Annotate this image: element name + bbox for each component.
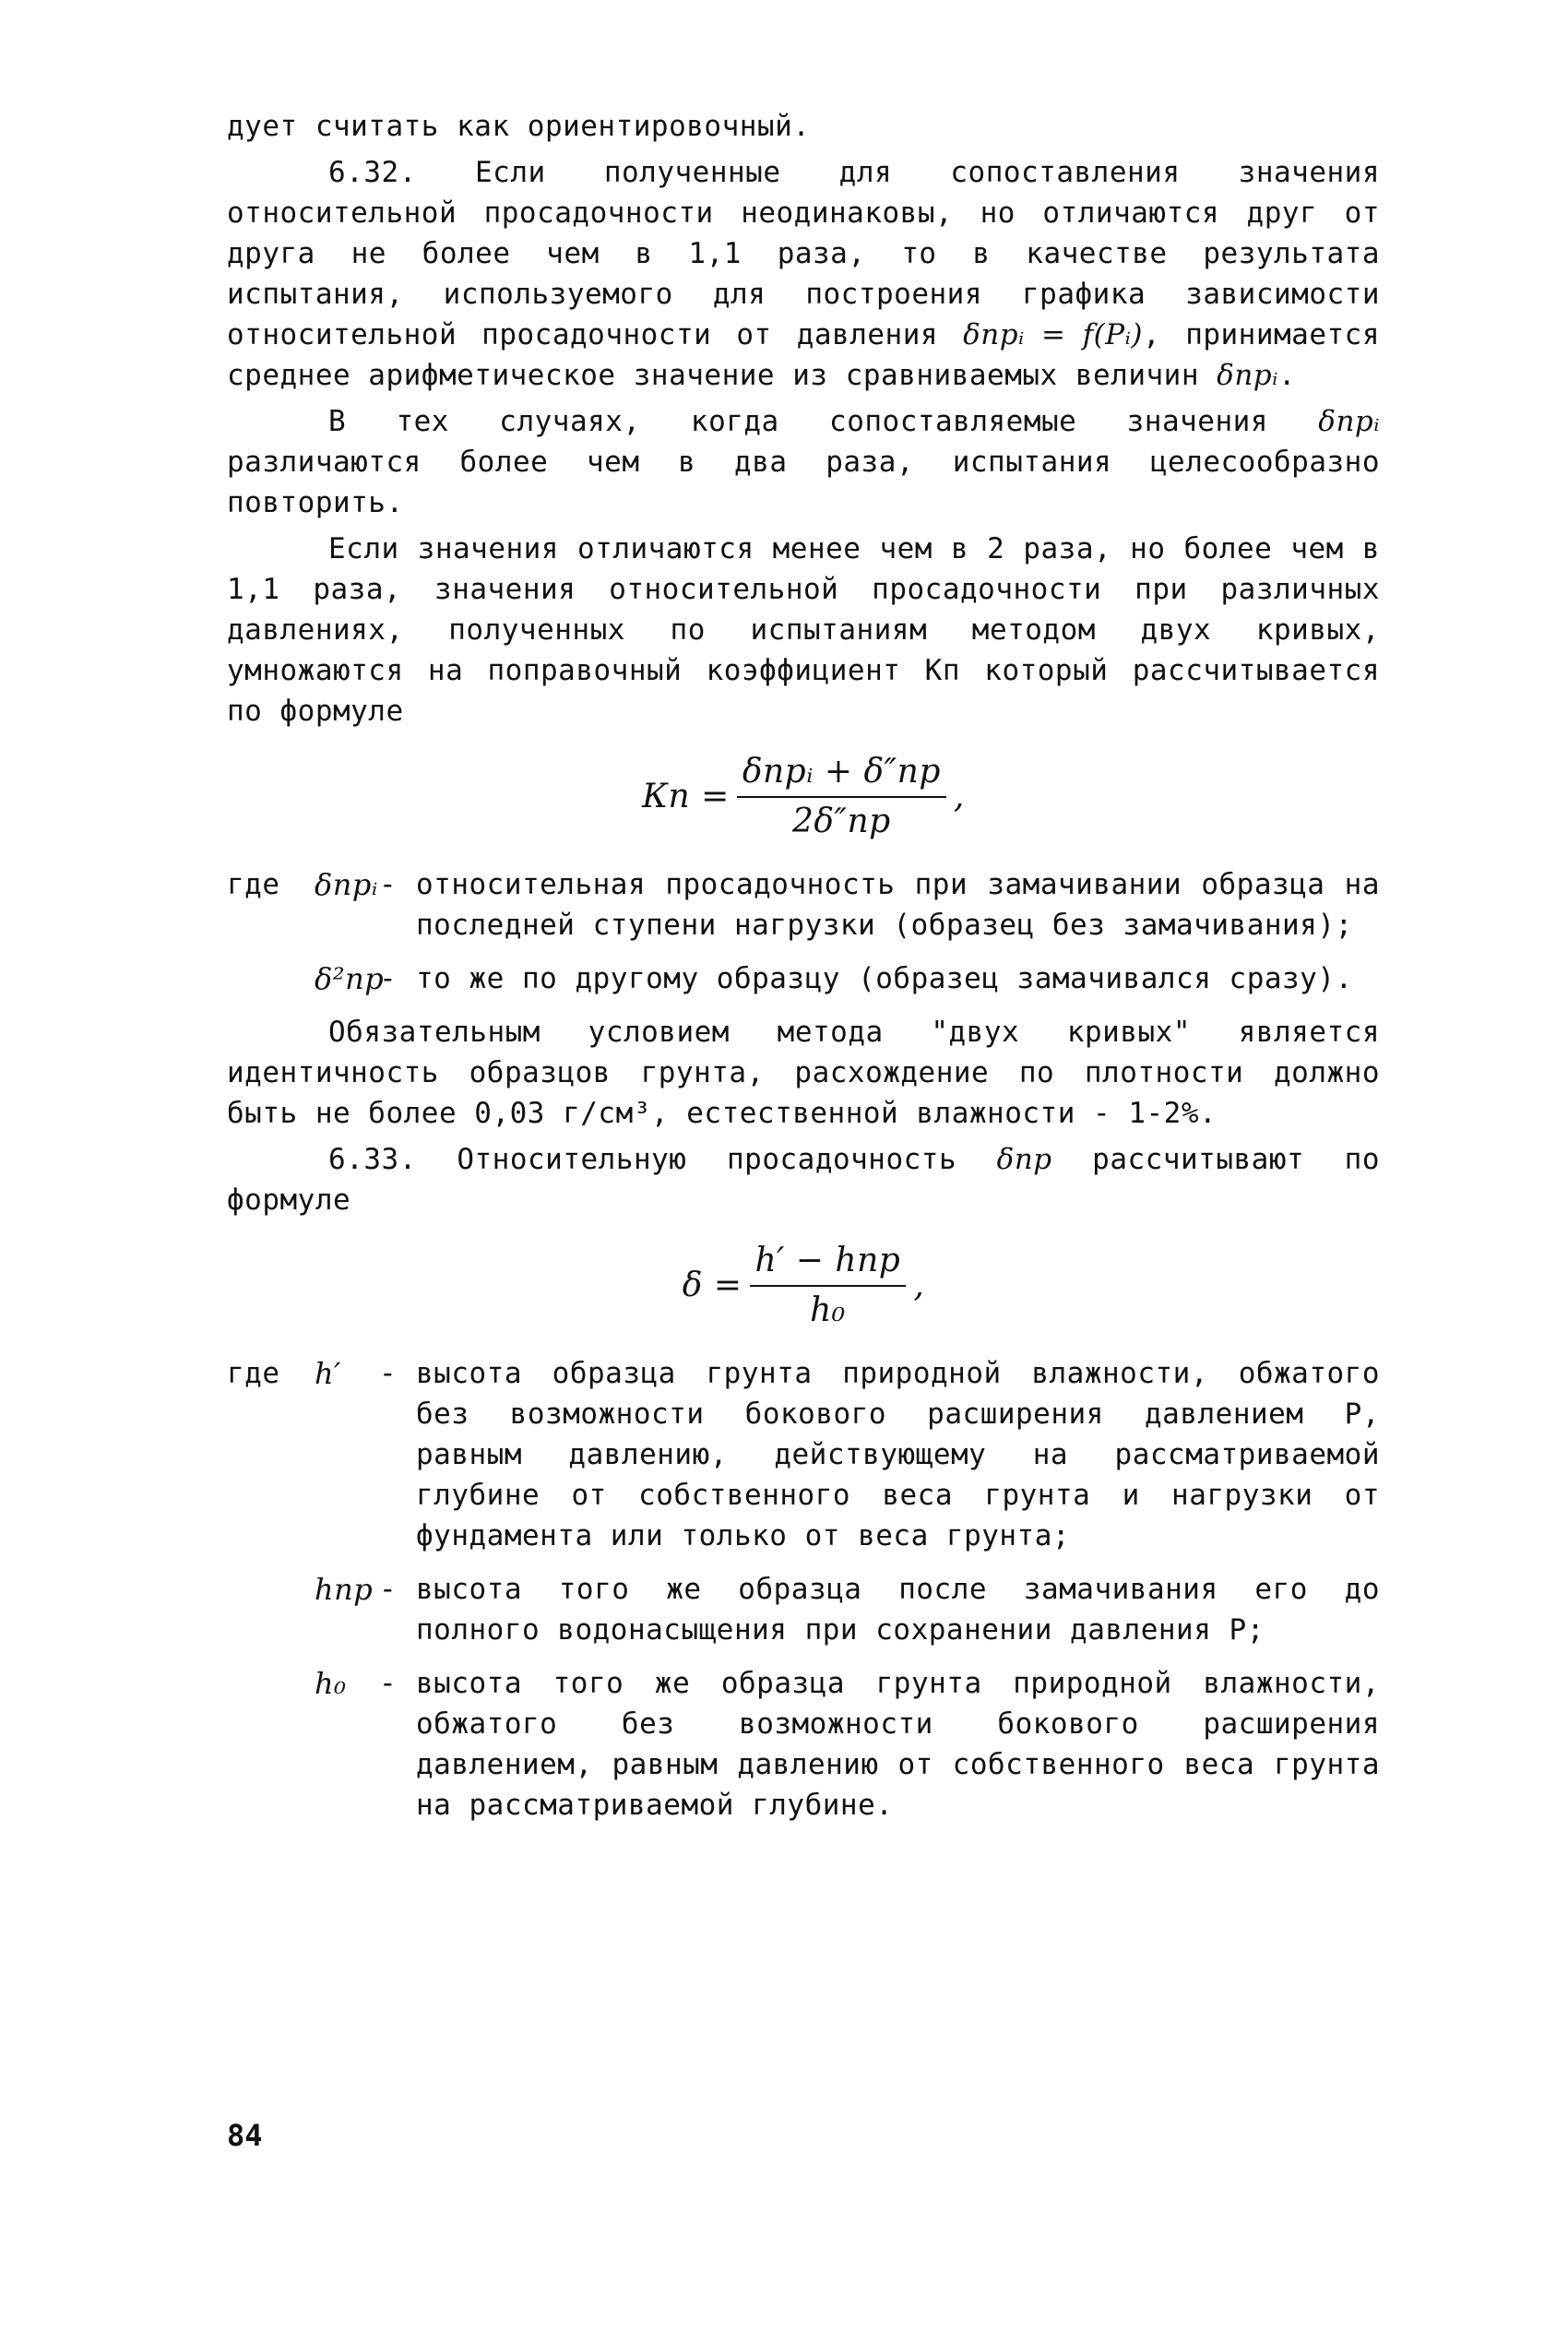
definition-row bbox=[227, 1569, 1380, 1650]
paragraph-repeat-tests bbox=[227, 401, 1380, 523]
formula-relative-subsidence bbox=[227, 1241, 1380, 1331]
paragraph-continuation: дует считать как ориентировочный. bbox=[227, 110, 811, 143]
paragraph-6-33-text-b: рассчитывают по формуле bbox=[227, 1143, 1381, 1217]
formula-2-lhs: δ = bbox=[682, 1267, 742, 1304]
symbol-delta-pr-i-2: δпрᵢ bbox=[1318, 405, 1380, 438]
definition-lead-where: где bbox=[227, 868, 280, 901]
formula-1-tail: , bbox=[953, 778, 965, 815]
formula-inline-function: δпрᵢ = f(Pᵢ) bbox=[963, 318, 1143, 351]
paragraph-mandatory-condition: Обязательным условием метода "двух кривых" является идентичность образцов грунта, расхождение по плотности должно быть не более 0,03 г/см³, естественной влажности - 1-2%. bbox=[227, 1016, 1380, 1130]
symbol-delta-pr: δпр bbox=[996, 1143, 1052, 1176]
formula-correction-factor bbox=[227, 752, 1380, 842]
symbol-delta-pr-i: δпрᵢ bbox=[1217, 359, 1278, 392]
definition-text: высота того же образца грунта природной влажности, обжатого без возможности бокового расширения давлением, равным давлению от собственного веса грунта на рассматриваемой глубине. bbox=[416, 1667, 1380, 1822]
paragraph-repeat-text-a: В тех случаях, когда сопоставляемые значения bbox=[328, 405, 1319, 438]
formula-2-fraction bbox=[750, 1241, 907, 1331]
definition-symbol: h₀ bbox=[315, 1666, 347, 1701]
definition-dash: - bbox=[379, 868, 398, 901]
formula-2-tail: , bbox=[913, 1267, 925, 1304]
paragraph-6-33 bbox=[227, 1139, 1380, 1220]
paragraph-6-32-text-a: 6.32. Если полученные для сопоставления значения относительной просадочности неодинаковы, но отличаются друг от друга не более чем в 1,1 раза, то в качестве результата испытания, используемого для построения графика зависимости относительной просадочности от давления bbox=[227, 156, 1380, 351]
formula-2-numerator: h′ − hпр bbox=[750, 1241, 907, 1287]
formula-1-fraction bbox=[737, 752, 946, 842]
definitions-formula-2 bbox=[227, 1353, 1380, 1826]
page-number: 84 bbox=[227, 2118, 263, 2153]
paragraph-repeat-text-b: различаются более чем в два раза, испытания целесообразно повторить. bbox=[227, 446, 1380, 519]
definition-symbol: δ²пр bbox=[315, 961, 385, 996]
formula-2-denominator: h₀ bbox=[810, 1291, 846, 1329]
paragraph-6-33-text-a: 6.33. Относительную просадочность bbox=[328, 1143, 997, 1176]
definition-text: высота того же образца после замачивания его до полного водонасыщения при сохранении давления Р; bbox=[416, 1573, 1380, 1647]
paragraph-correction-factor: Если значения отличаются менее чем в 2 раза, но более чем в 1,1 раза, значения относительной просадочности при различных давлениях, полученных по испытаниям методом двух кривых, умножаются на поправочный коэффициент Кп который рассчитывается по формуле bbox=[227, 532, 1380, 728]
paragraph-6-32 bbox=[227, 152, 1380, 396]
definition-text: то же по другому образцу (образец замачивался сразу). bbox=[416, 962, 1353, 995]
paragraph-6-32-text-b: , принимается среднее арифметическое значение из сравниваемых величин bbox=[227, 318, 1380, 392]
definitions-formula-1 bbox=[227, 864, 1380, 999]
definition-dash: - bbox=[379, 1667, 398, 1700]
definition-row bbox=[227, 1353, 1380, 1556]
definition-symbol: hпр bbox=[315, 1572, 374, 1607]
paragraph-6-32-text-c: . bbox=[1277, 359, 1297, 392]
formula-1-numerator: δпрᵢ + δ″пр bbox=[737, 752, 946, 798]
document-page bbox=[227, 106, 1380, 1838]
formula-1-lhs: Кп = bbox=[642, 778, 730, 815]
definition-dash: - bbox=[379, 1573, 398, 1606]
definition-dash: - bbox=[379, 962, 398, 995]
definition-dash: - bbox=[379, 1357, 398, 1390]
formula-1-denominator: 2δ″пр bbox=[791, 803, 891, 840]
definition-symbol: δпрᵢ bbox=[315, 867, 378, 902]
definition-text: относительная просадочность при замачивании образца на последней ступени нагрузки (образец без замачивания); bbox=[416, 868, 1380, 942]
definition-row bbox=[227, 958, 1380, 999]
definition-row bbox=[227, 864, 1380, 945]
definition-text: высота образца грунта природной влажности, обжатого без возможности бокового расширения давлением Р, равным давлению, действующему на рассматриваемой глубине от собственного веса грунта и нагрузки от фундамента или только от веса грунта; bbox=[416, 1357, 1380, 1552]
definition-lead-where: где bbox=[227, 1357, 280, 1390]
definition-symbol: h′ bbox=[315, 1356, 341, 1391]
definition-row bbox=[227, 1663, 1380, 1826]
